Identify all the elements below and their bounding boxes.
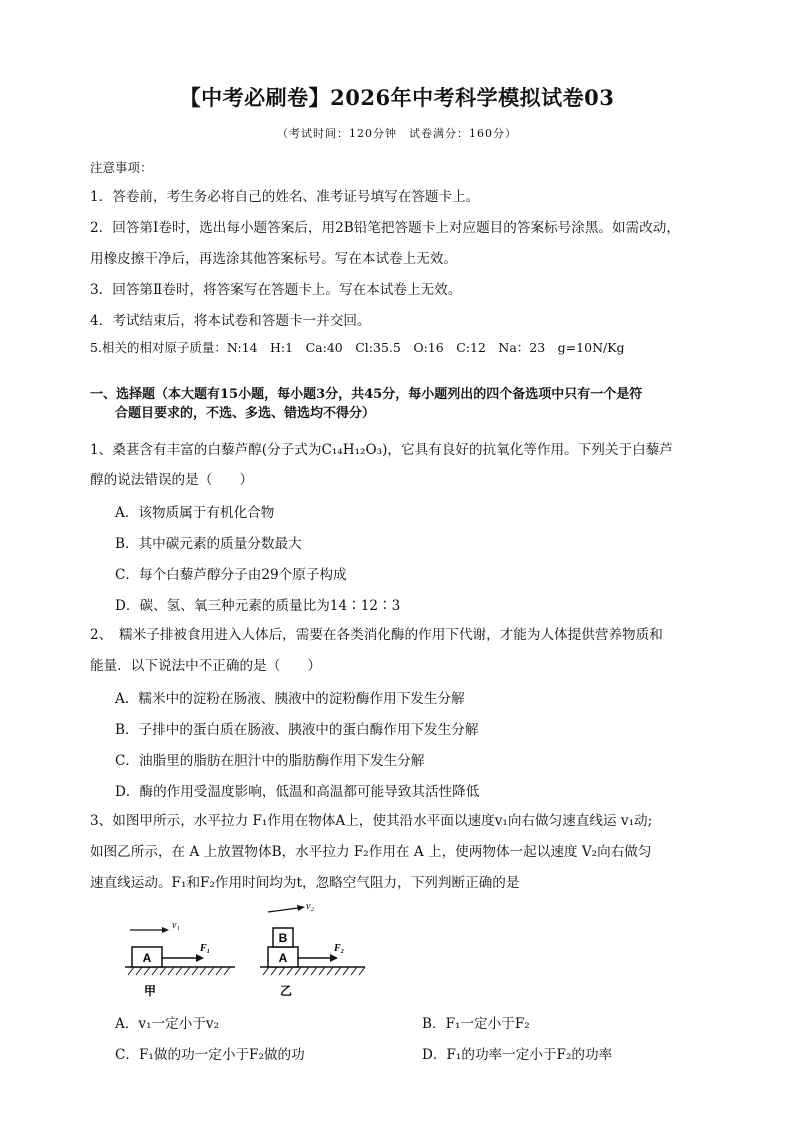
notes-heading: 注意事项：	[90, 160, 153, 175]
q3-option-d: D．F₁的功率一定小于F₂的功率	[422, 1047, 613, 1063]
section-heading: 一、选择题（本大题有15小题，每小题3分，共45分，每小题列出的四个备选项中只有一个是符	[90, 387, 643, 402]
question-2-stem-cont: 能量．以下说法中不正确的是（ ）	[90, 658, 322, 674]
q1-option-d: D．碳、氢、氧三种元素的质量比为14∶12∶3	[115, 598, 401, 614]
q2-option-b: B．子排中的蛋白质在肠液、胰液中的蛋白酶作用下发生分解	[115, 722, 479, 738]
figure-caption-right: 乙	[280, 984, 293, 998]
note-item: 4．考试结束后，将本试卷和答题卡一并交回。	[90, 313, 371, 329]
q1-option-c: C．每个白藜芦醇分子由29个原子构成	[115, 567, 347, 583]
q2-option-c: C．油脂里的脂肪在胆汁中的脂肪酶作用下发生分解	[115, 753, 425, 769]
question-2-stem: 2、 糯米子排被食用进入人体后，需要在各类消化酶的作用下代谢，才能为人体提供营养物质和	[90, 627, 663, 643]
note-item: 3．回答第Ⅱ卷时，将答案写在答题卡上。写在本试卷上无效。	[90, 282, 462, 298]
section-heading-cont: 合题目要求的，不选、多选、错选均不得分）	[115, 406, 376, 421]
arrow-head-icon	[297, 905, 305, 911]
q2-option-a: A．糯米中的淀粉在肠液、胰液中的淀粉酶作用下发生分解	[115, 691, 465, 707]
block-a-label: A	[142, 951, 152, 965]
q1-option-a: A．该物质属于有机化合物	[115, 505, 275, 521]
question-3-stem: 3、如图甲所示，水平拉力 F₁作用在物体A上，使其沿水平面以速度v₁向右做匀速直线运 v₁动;	[90, 813, 653, 829]
velocity-label-v2: v₂	[306, 901, 314, 912]
q2-option-d: D．酶的作用受温度影响，低温和高温都可能导致其活性降低	[115, 784, 480, 800]
note-item: 用橡皮擦干净后，再选涂其他答案标号。写在本试卷上无效。	[90, 251, 458, 267]
block-a-label: A	[278, 951, 288, 965]
page-title: 【中考必刷卷】2026年中考科学模拟试卷03	[179, 85, 615, 110]
arrow-head-icon	[330, 954, 338, 962]
note-item: 2．回答第Ⅰ卷时，选出每小题答案后，用2B铅笔把答题卡上对应题目的答案标号涂黑。如需改动，	[90, 220, 680, 236]
question-1-stem: 1、桑葚含有丰富的白藜芦醇(分子式为C₁₄H₁₂O₃)，它具有良好的抗氧化等作用。下列关于白藜芦	[90, 442, 673, 458]
note-item: 5.相关的相对原子质量：N:14 H:1 Ca:40 Cl:35.5 O:16 C:12 Na：23 g=10N/Kg	[90, 340, 625, 355]
block-b-label: B	[278, 931, 288, 945]
velocity-arrow-v2	[268, 908, 298, 912]
note-item: 1．答卷前，考生务必将自己的姓名、准考证号填写在答题卡上。	[90, 189, 480, 205]
exam-info: （考试时间：120分钟 试卷满分：160分）	[277, 127, 517, 140]
figure-caption-left: 甲	[144, 984, 157, 998]
q3-option-b: B．F₁一定小于F₂	[422, 1016, 530, 1032]
physics-figure	[120, 895, 370, 1005]
q3-option-c: C．F₁做的功一定小于F₂做的功	[115, 1047, 305, 1063]
q3-option-a: A．v₁一定小于v₂	[115, 1016, 220, 1032]
q1-option-b: B．其中碳元素的质量分数最大	[115, 536, 302, 552]
force-label-f2: F₂	[334, 943, 345, 954]
question-1-stem-cont: 醇的说法错误的是（ ）	[90, 472, 254, 488]
arrow-head-icon	[196, 954, 204, 962]
velocity-label-v1: v₁	[172, 920, 180, 931]
arrow-head-icon	[162, 927, 169, 933]
ground-hatch-right	[263, 967, 365, 975]
force-label-f1: F₁	[200, 943, 211, 954]
question-3-stem-cont2: 速直线运动。F₁和F₂作用时间均为t，忽略空气阻力，下列判断正确的是	[90, 875, 520, 891]
ground-hatch-left	[128, 967, 230, 975]
question-3-stem-cont: 如图乙所示，在 A 上放置物体B，水平拉力 F₂作用在 A 上，使两物体一起以速度 V₂向右做匀	[90, 844, 652, 860]
